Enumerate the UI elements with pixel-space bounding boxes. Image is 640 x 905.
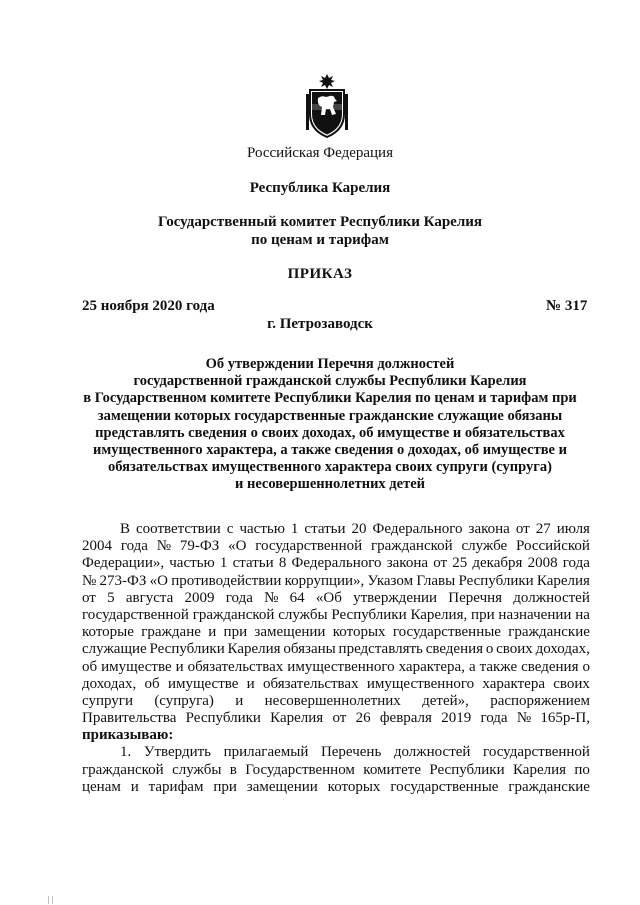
body-word: должностей (393, 744, 471, 761)
body-word: 2008 (527, 555, 558, 572)
body-word: должностей (513, 589, 590, 606)
body-word: обязательствах (187, 658, 284, 675)
body-word: 27 (535, 521, 551, 537)
body-word: года (120, 538, 148, 555)
body-word: доходах, (535, 641, 590, 658)
order-number: № 317 (546, 298, 588, 314)
order-title (70, 356, 590, 494)
body-word: об (82, 658, 98, 675)
body-line (82, 744, 590, 761)
body-word: соответствии (136, 521, 221, 537)
body-word: № (156, 538, 172, 555)
body-line (82, 659, 590, 676)
body-word: характера (482, 675, 545, 692)
body-word: Республики (429, 761, 505, 778)
body-word: 2009 (184, 589, 215, 606)
body-line (82, 641, 590, 658)
body-line (82, 521, 590, 538)
body-word: имущественного (366, 675, 475, 692)
body-word: комитете (363, 761, 421, 778)
body-word: Российской (515, 538, 590, 555)
body-line (82, 573, 590, 590)
body-word: а (468, 658, 476, 675)
body-word: назначении (498, 606, 572, 623)
body-word: 165р-П, (540, 710, 590, 727)
body-word: № (516, 710, 532, 727)
body-line (82, 779, 590, 796)
body-line (82, 538, 590, 555)
body-word: от (332, 710, 347, 727)
body-line (82, 710, 590, 727)
body-word: от (515, 521, 530, 537)
body-word: противодействии (171, 572, 282, 589)
body-line (82, 762, 590, 779)
body-word: при (471, 606, 495, 623)
body-word: которых (327, 778, 381, 795)
body-word: гражданской (192, 606, 275, 623)
body-line (82, 693, 590, 710)
committee-title-line1: Государственный комитет Республики Карелия (158, 214, 482, 230)
body-line (82, 624, 590, 641)
body-word: В (120, 521, 131, 537)
body-word: замещении (254, 624, 326, 641)
body-word: также (479, 658, 518, 675)
body-word: «Об (315, 589, 342, 606)
order-title-line: имущественного характера, а также сведения о доходах, об имуществе и (93, 442, 567, 459)
body-word: граждане (141, 624, 201, 641)
body-word: гражданские (508, 624, 590, 641)
body-word: Правительства (82, 710, 177, 727)
body-line (82, 590, 590, 607)
body-word: распоряжением (490, 692, 590, 709)
order-body (82, 521, 590, 796)
body-word: своих (553, 675, 590, 692)
body-word: характера, (398, 658, 465, 675)
body-word: имуществе (101, 658, 172, 675)
body-word: при (223, 624, 248, 641)
body-word: сведения (521, 658, 579, 675)
body-word: службы (278, 606, 328, 623)
body-word: ценам (82, 778, 121, 795)
body-word: утверждении (353, 589, 438, 606)
body-word: о (582, 658, 590, 675)
body-word: детей», (422, 692, 469, 709)
body-word: 1 (219, 555, 228, 572)
body-word: частью (169, 555, 215, 572)
body-word: 64 (289, 589, 305, 606)
body-word: на (575, 606, 590, 623)
order-title-line: и несовершеннолетних детей (234, 476, 425, 493)
body-word: статьи (232, 555, 274, 572)
body-word: гражданской (82, 761, 164, 778)
body-word: государственной (82, 606, 189, 623)
body-word: 2004 (82, 538, 112, 555)
body-word: коррупции», (284, 572, 365, 589)
body-word: гражданские (508, 778, 590, 795)
body-word: и (208, 624, 217, 641)
body-word: Карелия, (410, 606, 468, 623)
body-word: обязаны (283, 641, 336, 658)
body-word: года (480, 710, 508, 727)
body-word: Главы (416, 572, 456, 589)
body-word: 2019 (441, 710, 472, 727)
body-word: несовершеннолетних (264, 692, 401, 709)
body-word: Указом (367, 572, 414, 589)
order-date: 25 ноября 2020 года (82, 298, 215, 314)
body-word: о (485, 641, 494, 658)
body-word: Федерации», (82, 555, 165, 572)
body-word: 8 (278, 555, 287, 572)
body-word: закона (468, 521, 510, 537)
body-word: которые (82, 624, 134, 641)
order-city: г. Петрозаводск (267, 316, 373, 332)
body-word: замещении (246, 778, 318, 795)
body-word: Карелия (512, 761, 567, 778)
body-word: представлять (338, 641, 423, 658)
order-title-line: Об утверждении Перечня должностей (205, 356, 455, 372)
body-word: по (574, 761, 590, 778)
body-word: и (130, 778, 139, 795)
body-word: 25 (452, 555, 468, 572)
body-word: прилагаемый (223, 744, 309, 761)
body-line (82, 676, 590, 693)
body-word: при (213, 778, 237, 795)
body-word: 273-ФЗ (99, 572, 147, 589)
order-title-line: в Государственном комитете Республики Карелия по ценам и тарифам при (83, 390, 577, 407)
body-word: государственной (255, 538, 363, 555)
body-word: тарифам (148, 778, 204, 795)
body-word: службе (461, 538, 508, 555)
document-type: ПРИКАЗ (287, 266, 353, 282)
body-word: статьи (304, 521, 346, 537)
body-word: сведения (425, 641, 484, 658)
committee-title-line2: по ценам и тарифам (251, 232, 389, 248)
body-word: 1 (290, 521, 299, 537)
body-word: закона (386, 555, 429, 572)
body-word: государственной (483, 744, 590, 761)
body-word: 1. (120, 744, 132, 761)
body-word: Карелия (270, 710, 324, 727)
body-word: Федерального (372, 521, 463, 537)
order-title-line: государственной гражданской службы Республики Карелия (133, 373, 527, 390)
body-word: Государственном (245, 761, 355, 778)
body-line (82, 607, 590, 624)
body-word: Перечня (448, 589, 503, 606)
body-word: августа (125, 589, 174, 606)
body-word: 20 (351, 521, 367, 537)
body-word: Карелия (536, 572, 590, 589)
body-word: № (82, 572, 97, 589)
body-word: имущественного (287, 658, 395, 675)
body-word: 79-ФЗ (179, 538, 220, 555)
body-word: и (235, 692, 244, 709)
body-word: своих (496, 641, 533, 658)
body-word: декабря (472, 555, 523, 572)
order-title-line: представлять сведения о своих доходах, об имуществе и обязательствах (95, 424, 565, 441)
body-word: от (82, 589, 96, 606)
body-word: февраля (379, 710, 432, 727)
body-word: (супруга) (154, 692, 214, 709)
body-word: государственные (390, 778, 499, 795)
body-word: и (175, 658, 184, 675)
body-word: «О (149, 572, 168, 589)
body-word: и (246, 675, 255, 692)
body-word: июля (556, 521, 590, 537)
body-word: 26 (355, 710, 371, 727)
karelia-coat-of-arms-icon (304, 74, 350, 138)
body-word: Республики (458, 572, 534, 589)
body-word: имуществе (167, 675, 239, 692)
body-word: государственные (392, 624, 501, 641)
body-word: Утвердить (143, 744, 212, 761)
body-word: Перечень (320, 744, 382, 761)
body-word: которых (332, 624, 386, 641)
body-line (82, 555, 590, 572)
body-word: Республики (185, 710, 261, 727)
body-word: служащие (82, 641, 147, 658)
body-word: с (226, 521, 234, 537)
body-word: гражданской (370, 538, 453, 555)
body-word: Республики (331, 606, 407, 623)
body-word: в (229, 761, 237, 778)
decree-word: приказываю: (82, 727, 174, 744)
body-word: частью (239, 521, 285, 537)
body-word: обязательствах (262, 675, 359, 692)
body-word: от (433, 555, 448, 572)
body-word: 5 (107, 589, 115, 606)
body-word: года (225, 589, 253, 606)
body-word: об (144, 675, 160, 692)
republic-title: Республика Карелия (249, 180, 391, 196)
order-title-line: обязательствах имущественного характера своих супруги (супруга) (108, 459, 552, 476)
body-word: супруги (82, 692, 133, 709)
margin-mark: | | (48, 895, 54, 904)
body-word: года (562, 555, 590, 572)
body-word: Федерального (291, 555, 382, 572)
order-title-line: замещении которых государственные гражданские служащие обязаны (97, 407, 563, 424)
federation-title: Российская Федерация (247, 145, 393, 161)
body-word: «О (228, 538, 247, 555)
body-word: доходах, (82, 675, 137, 692)
body-word: № (264, 589, 279, 606)
body-word: Карелия (227, 641, 281, 658)
body-word: Республики (149, 641, 225, 658)
body-word: службы (172, 761, 222, 778)
